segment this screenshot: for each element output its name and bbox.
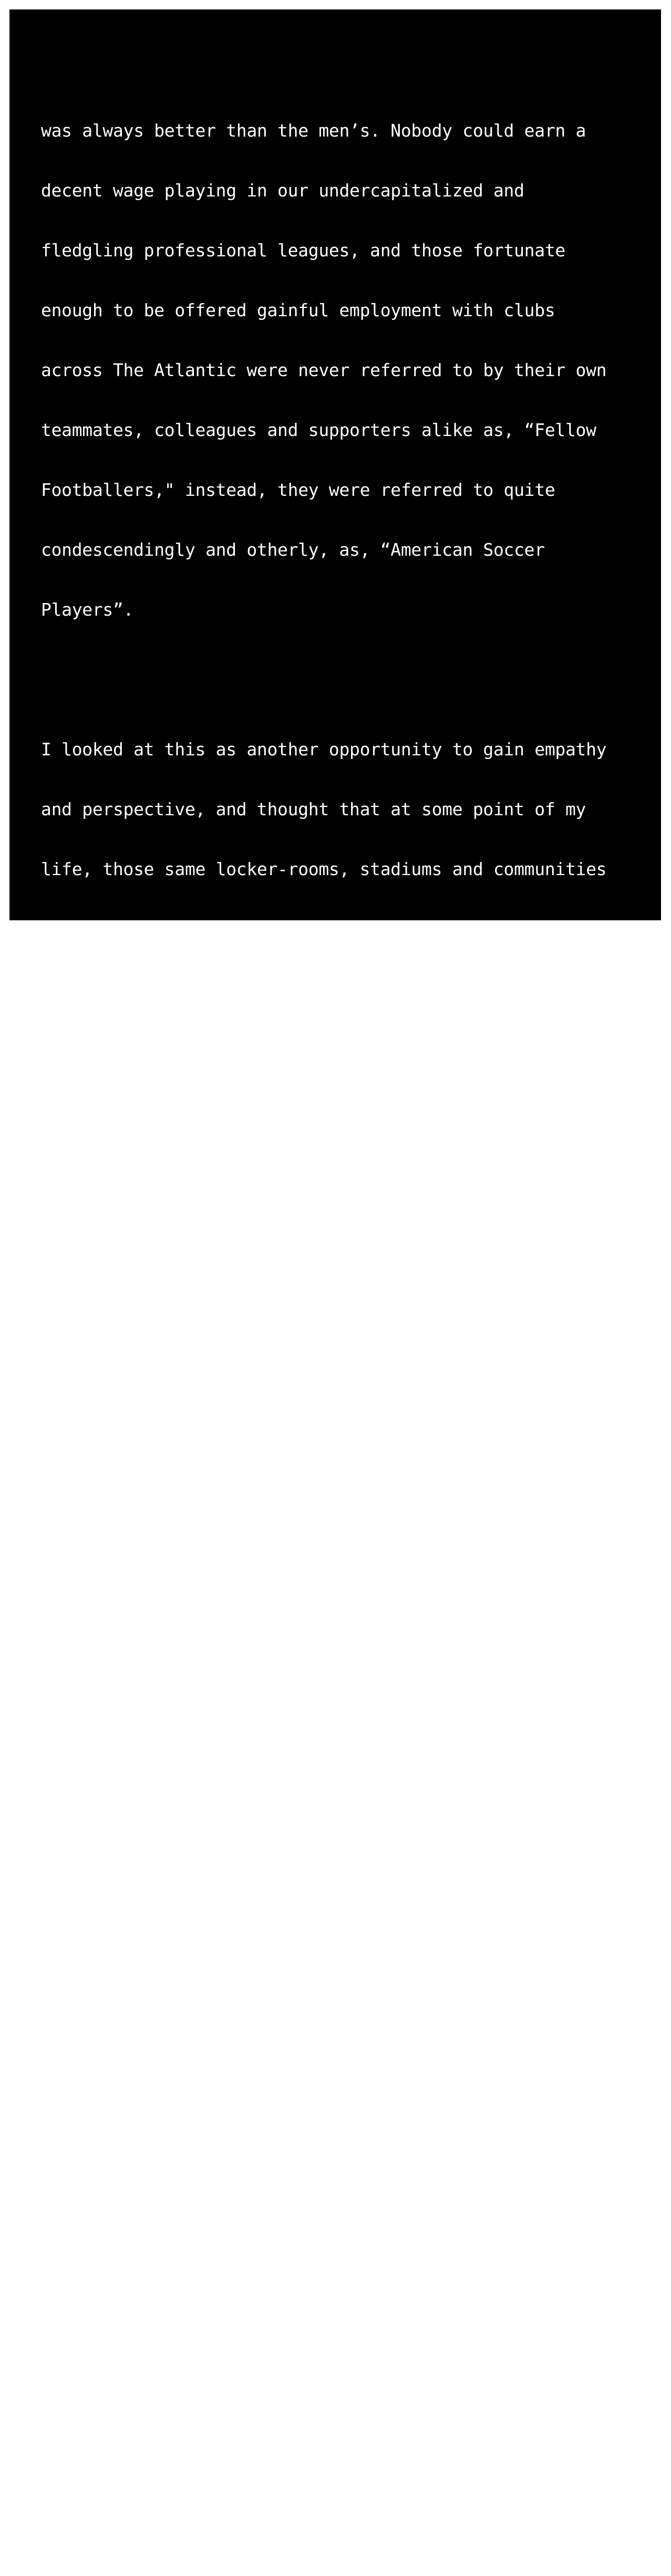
text-line: situation for necessary development of the frontal	[41, 2076, 555, 2097]
text-line: which I associated my own personal identity. I was	[41, 1897, 555, 1917]
text-line: and student-body felt (to my formative-self) like The	[41, 1717, 586, 1738]
text-line: I looked at this as another opportunity to gain empathy	[41, 739, 607, 760]
text-line: teammates, colleagues and supporters alike as, “Fellow	[41, 420, 596, 440]
text-line: and perspective, and thought that at some point of my	[41, 799, 586, 819]
text-line: elementary and middle-school where the academic-culture	[41, 1657, 607, 1678]
paragraph-spacer	[41, 2197, 640, 2217]
paragraph-spacer	[41, 1458, 640, 1478]
text-line: global makeup of the sport I played, loved and with	[41, 1837, 565, 1857]
document-page	[9, 9, 661, 2536]
paragraph-spacer	[41, 660, 640, 680]
text-line: happy. I felt inspired. I felt safe (which isn’t always	[41, 1957, 607, 1977]
text-line: which over time would come together to help to change	[41, 919, 586, 939]
text-line: wonderful place in which to do the same with some other	[41, 1158, 607, 1179]
text-line: 1936 and 1968 Olympic Summer Games respectively).	[41, 1398, 545, 1418]
text-line: Just before I graduated from that middle-school, late	[41, 2276, 586, 2297]
text-line: perpetuity -- if we could keep it), just might be a	[41, 1098, 565, 1119]
text-line: temporal lobe).	[41, 2136, 195, 2157]
text-line: life, those same locker-rooms, stadiums and communities	[41, 859, 607, 879]
text-line: aware of the history, imagery, sounds and scenes of	[41, 1278, 565, 1299]
document-body	[41, 61, 640, 2576]
text-line: heinous murders of James Chaney, Andrew Goodman and	[41, 2456, 565, 2476]
text-line: enough to be offered gainful employment with clubs	[41, 300, 555, 320]
text-line: my adolescence watching a film about the June 21, 1964	[41, 2396, 596, 2416]
text-line: across The Atlantic were never referred to by their own	[41, 360, 607, 380]
text-line: fleet-footed and strong-fisted athlete-advocates in the	[41, 1338, 607, 1358]
text-line: was always better than the men’s. Nobody could earn a	[41, 120, 586, 141]
text-line: Michael Schwerner in Philadelphia, Mississippi -- the	[41, 2516, 586, 2536]
text-line: Footballers," instead, they were referred to quite	[41, 480, 555, 500]
text-line: United Nations General Assembly, and reflected the same	[41, 1777, 607, 1798]
text-line: one night, my dad and I shared a seminal few hours of	[41, 2336, 586, 2356]
text-line: an available option, and also isn’t always the best	[41, 2017, 565, 2037]
text-line: condescendingly and otherly, as, “American Soccer	[41, 539, 545, 560]
text-line: the way we feel and think and speak and write about the	[41, 979, 607, 999]
text-line: Shortly after the 1984 Olympic Summer Games In Los	[41, 1538, 555, 1558]
text-line: Players”.	[41, 599, 134, 620]
text-line: Angeles (“LA84”), my parents enrolled me in an	[41, 1597, 514, 1618]
text-line: words and concepts over time (especially as I became	[41, 1218, 576, 1239]
text-line: decent wage playing in our undercapitalized and	[41, 180, 524, 201]
text-line: fledgling professional leagues, and those fortunate	[41, 240, 565, 261]
text-line: sport of soccer (and then give it to each other in	[41, 1038, 555, 1059]
